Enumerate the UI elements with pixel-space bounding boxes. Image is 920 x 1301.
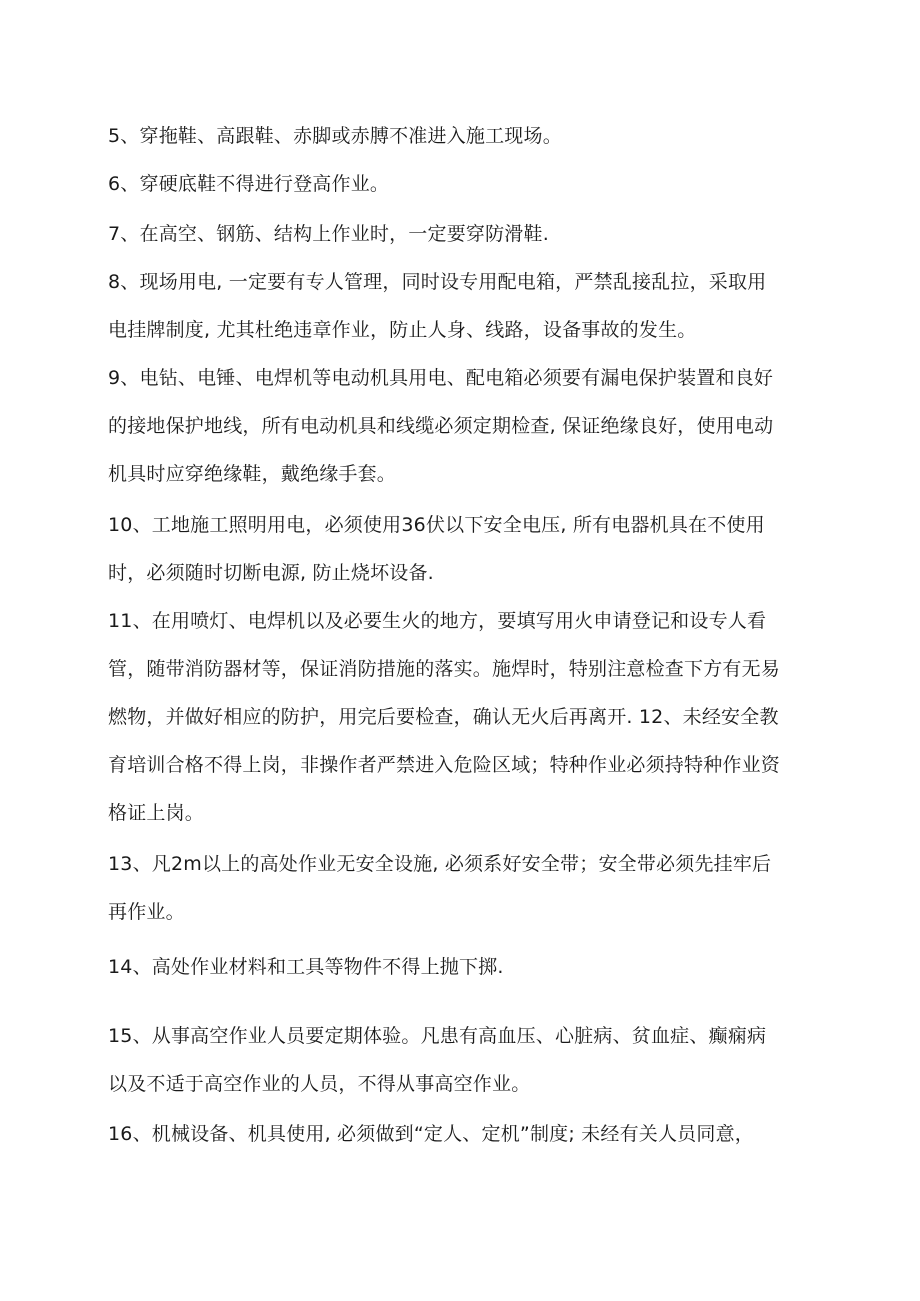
item-5-line-1: 5、穿拖鞋、高跟鞋、赤脚或赤膊不准进入施工现场。: [108, 125, 562, 147]
item-13-line-2: 再作业。: [108, 901, 185, 923]
item-11-line-3: 燃物，并做好相应的防护，用完后要检查，确认无火后再离开. 12、未经安全教: [108, 706, 779, 728]
item-8-line-2: 电挂牌制度, 尤其杜绝违章作业，防止人身、线路，设备事故的发生。: [108, 319, 697, 341]
item-11-line-2: 管，随带消防器材等，保证消防措施的落实。施焊时，特别注意检查下方有无易: [108, 658, 781, 680]
item-9-line-3: 机具时应穿绝缘鞋，戴绝缘手套。: [108, 463, 397, 485]
item-11-line-4: 育培训合格不得上岗，非操作者严禁进入危险区域；特种作业必须持特种作业资: [108, 754, 781, 776]
item-15-line-2: 以及不适于高空作业的人员，不得从事高空作业。: [108, 1073, 531, 1095]
item-10-line-1: 10、工地施工照明用电，必须使用36伏以下安全电压, 所有电器机具在不使用: [108, 514, 765, 536]
item-9-line-2: 的接地保护地线，所有电动机具和线缆必须定期检查, 保证绝缘良好，使用电动: [108, 415, 774, 437]
item-10-line-2: 时，必须随时切断电源, 防止烧坏设备.: [108, 562, 434, 584]
item-13-line-1: 13、凡2m以上的高处作业无安全设施, 必须系好安全带；安全带必须先挂牢后: [108, 853, 772, 875]
item-6-line-1: 6、穿硬底鞋不得进行登高作业。: [108, 173, 390, 195]
item-11-line-1: 11、在用喷灯、电焊机以及必要生火的地方，要填写用火申请登记和设专人看: [108, 610, 767, 632]
item-11-line-5: 格证上岗。: [108, 802, 205, 824]
item-7-line-1: 7、在高空、钢筋、结构上作业时，一定要穿防滑鞋.: [108, 223, 549, 245]
item-14-line-1: 14、高处作业材料和工具等物件不得上抛下掷.: [108, 956, 504, 978]
item-9-line-1: 9、电钻、电锤、电焊机等电动机具用电、配电箱必须要有漏电保护装置和良好: [108, 367, 774, 389]
item-8-line-1: 8、现场用电, 一定要有专人管理，同时设专用配电箱，严禁乱接乱拉，采取用: [108, 271, 767, 293]
item-15-line-1: 15、从事高空作业人员要定期体验。凡患有高血压、心脏病、贫血症、癫痫病: [108, 1025, 767, 1047]
item-16-line-1: 16、机械设备、机具使用, 必须做到“定人、定机”制度; 未经有关人员同意，: [108, 1123, 754, 1145]
